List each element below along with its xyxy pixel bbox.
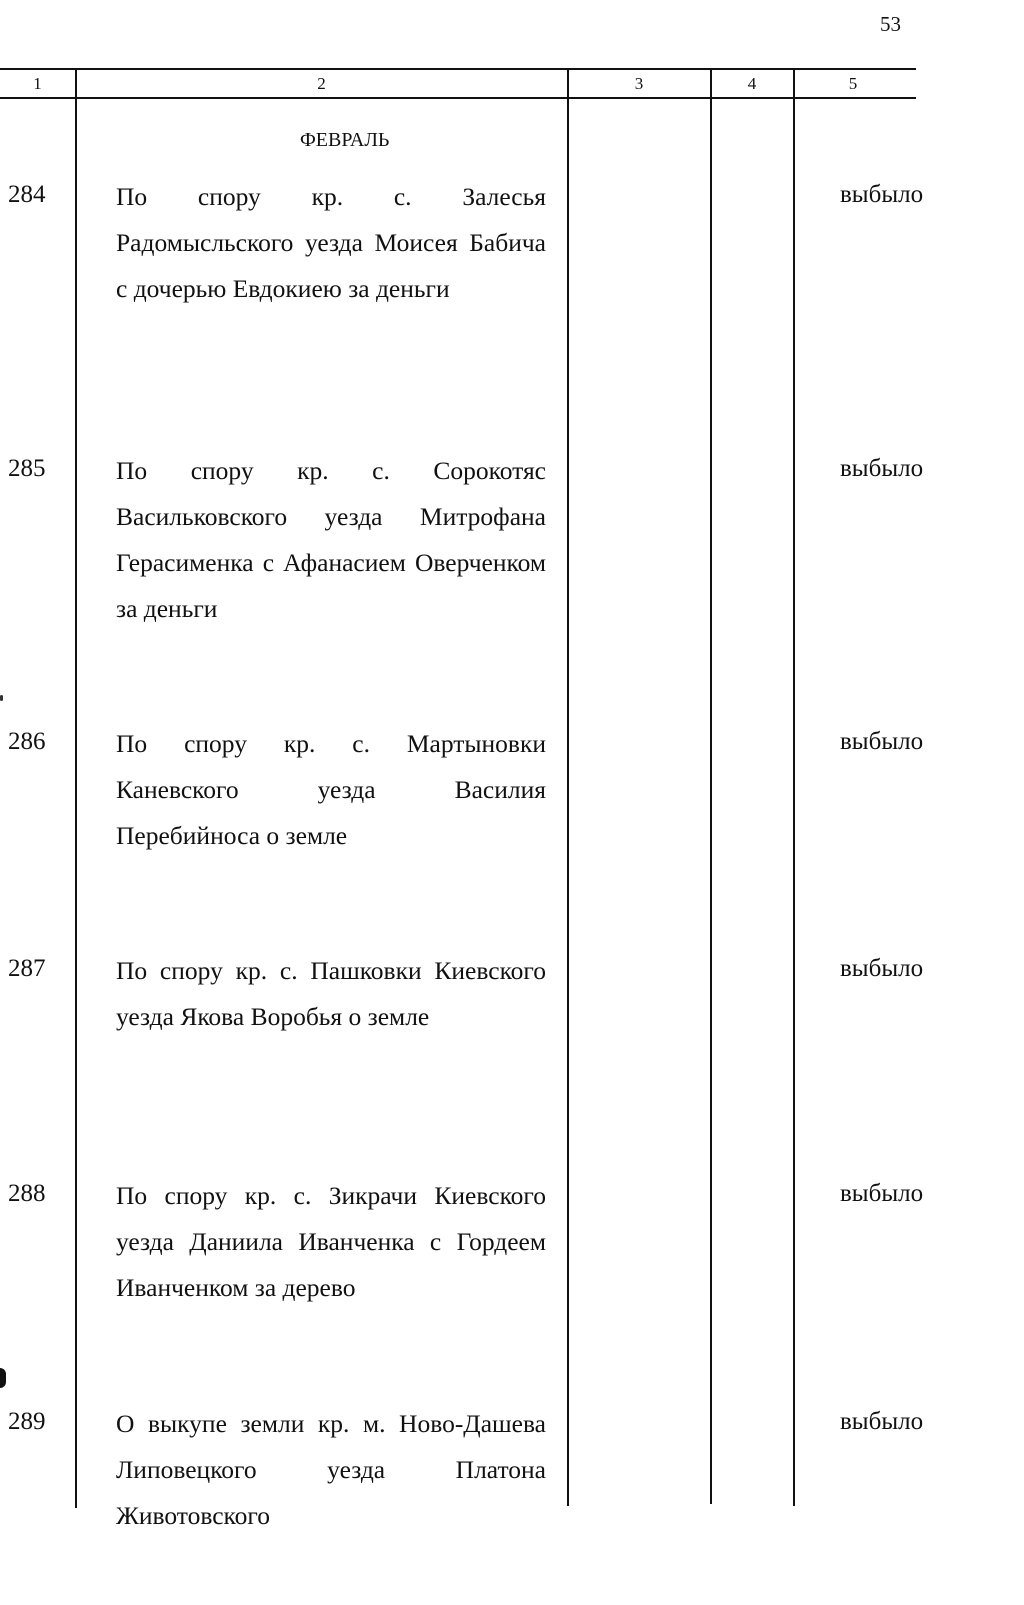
entry-number: 287 — [8, 955, 46, 982]
ink-blot — [0, 1368, 6, 1388]
entry-text: По спору кр. с. Мартыновки Каневского уезда Василия Перебийноса о земле — [116, 729, 546, 850]
column-divider-3-4 — [710, 68, 712, 1504]
column-header-3: 3 — [634, 74, 644, 93]
entry-text: По спору кр. с. Залесья Радомысльского уезда Моисея Бабича с дочерью Евдокиею за деньги — [116, 182, 546, 303]
entry-status: выбыло — [840, 1408, 924, 1435]
column-header-4: 4 — [747, 74, 757, 93]
entry-text: По спору кр. с. Сорокотяс Васильковского уезда Митрофана Герасименка с Афанасием Оверченком за деньги — [116, 456, 546, 623]
entry-text: О выкупе земли кр. м. Ново-Дашева Липовецкого уезда Платона Животовского — [116, 1409, 546, 1530]
column-divider-4-5 — [793, 68, 795, 1506]
entry-status: выбыло — [840, 181, 924, 208]
column-divider-1-2 — [75, 68, 77, 1508]
entry-text: По спору кр. с. Зикрачи Киевского уезда Даниила Иванченка с Гордеем Иванченком за дерево — [116, 1181, 546, 1302]
entry-number: 284 — [8, 181, 46, 208]
column-divider-2-3 — [567, 68, 569, 1506]
entry-status: выбыло — [840, 1180, 924, 1207]
table-top-rule — [0, 68, 916, 70]
entry-status: выбыло — [840, 955, 924, 982]
entry-number: 286 — [8, 728, 46, 755]
entry-status: выбыло — [840, 728, 924, 755]
ink-speck — [0, 695, 3, 701]
column-header-1: 1 — [33, 74, 42, 93]
section-title: ФЕВРАЛЬ — [300, 129, 390, 151]
entry-status: выбыло — [840, 455, 924, 482]
column-header-5: 5 — [848, 74, 858, 93]
page-number: 53 — [880, 12, 901, 36]
entry-text: По спору кр. с. Пашковки Киевского уезда Якова Воробья о земле — [116, 956, 546, 1031]
entry-number: 288 — [8, 1180, 46, 1207]
column-header-2: 2 — [317, 74, 326, 93]
table-header-rule — [0, 97, 916, 99]
entry-number: 289 — [8, 1408, 46, 1435]
entry-number: 285 — [8, 455, 46, 482]
